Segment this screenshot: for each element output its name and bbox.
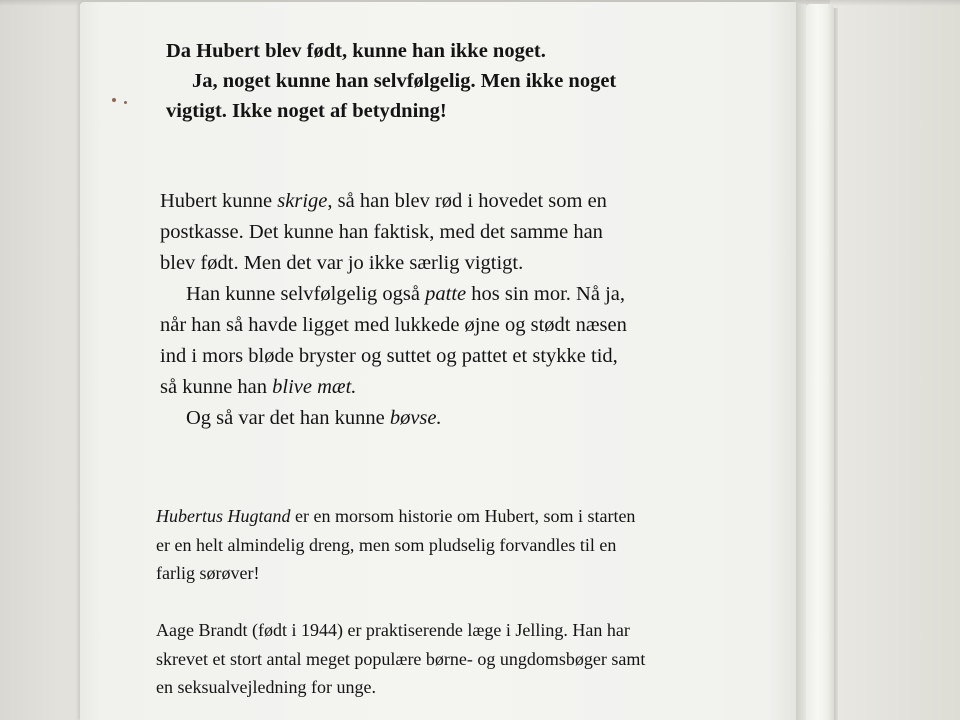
excerpt-line [160,279,790,310]
excerpt-text: hos sin mor. Nå ja, [466,283,625,305]
blurb-line: farlig sørøver! [156,563,260,583]
story-excerpt [160,186,790,434]
book-blurb [156,502,796,588]
excerpt-line: når han så havde ligget med lukkede øjne og stødt næsen [160,314,627,336]
blurb-text: er en morsom historie om Hubert, som i starten [290,506,636,526]
excerpt-line: ind i mors bløde bryster og suttet og pattet et stykke tid, [160,345,618,367]
excerpt-line: blev født. Men det var jo ikke særlig vigtigt. [160,252,524,274]
intro-line: vigtigt. Ikke noget af betydning! [166,100,447,122]
bio-line: Aage Brandt (født i 1944) er praktiserende læge i Jelling. Han har [156,620,630,640]
speck [112,98,116,102]
intro-paragraph [166,36,786,126]
excerpt-text: Og så var det han kunne [186,407,390,429]
excerpt-line [160,186,790,217]
excerpt-text: så kunne han [160,376,273,398]
excerpt-text: Han kunne selvfølgelig også [186,283,426,305]
bio-line: skrevet et stort antal meget populære børne- og ungdomsbøger samt [156,648,646,669]
intro-text: Ja, noget kunne han selvfølgelig. Men ikke noget [192,70,617,92]
excerpt-italic: bøvse. [389,407,442,429]
excerpt-line [160,403,790,434]
author-bio [156,616,796,702]
intro-line [166,66,786,96]
spine-gap [796,4,806,720]
bio-line: en seksualvejledning for unge. [156,677,376,697]
excerpt-text: Hubert kunne [160,190,278,212]
intro-line: Da Hubert blev født, kunne han ikke noget. [166,40,546,62]
blurb-line: er en helt almindelig dreng, men som pludselig forvandles til en [156,534,617,555]
spine-edge [834,8,838,720]
excerpt-italic: patte [425,283,467,305]
background-right [830,0,960,720]
speck [124,101,127,104]
excerpt-line [160,372,790,403]
excerpt-text: , så han blev rød i hovedet som en [327,190,607,212]
book-spine [806,4,834,720]
book-title-italic: Hubertus Hugtand [156,506,291,526]
excerpt-italic: skrige [277,190,328,212]
blurb-line [156,502,796,531]
excerpt-line: postkasse. Det kunne han faktisk, med det samme han [160,221,603,243]
book-back-cover [80,0,840,720]
excerpt-italic: blive mæt. [272,376,357,398]
